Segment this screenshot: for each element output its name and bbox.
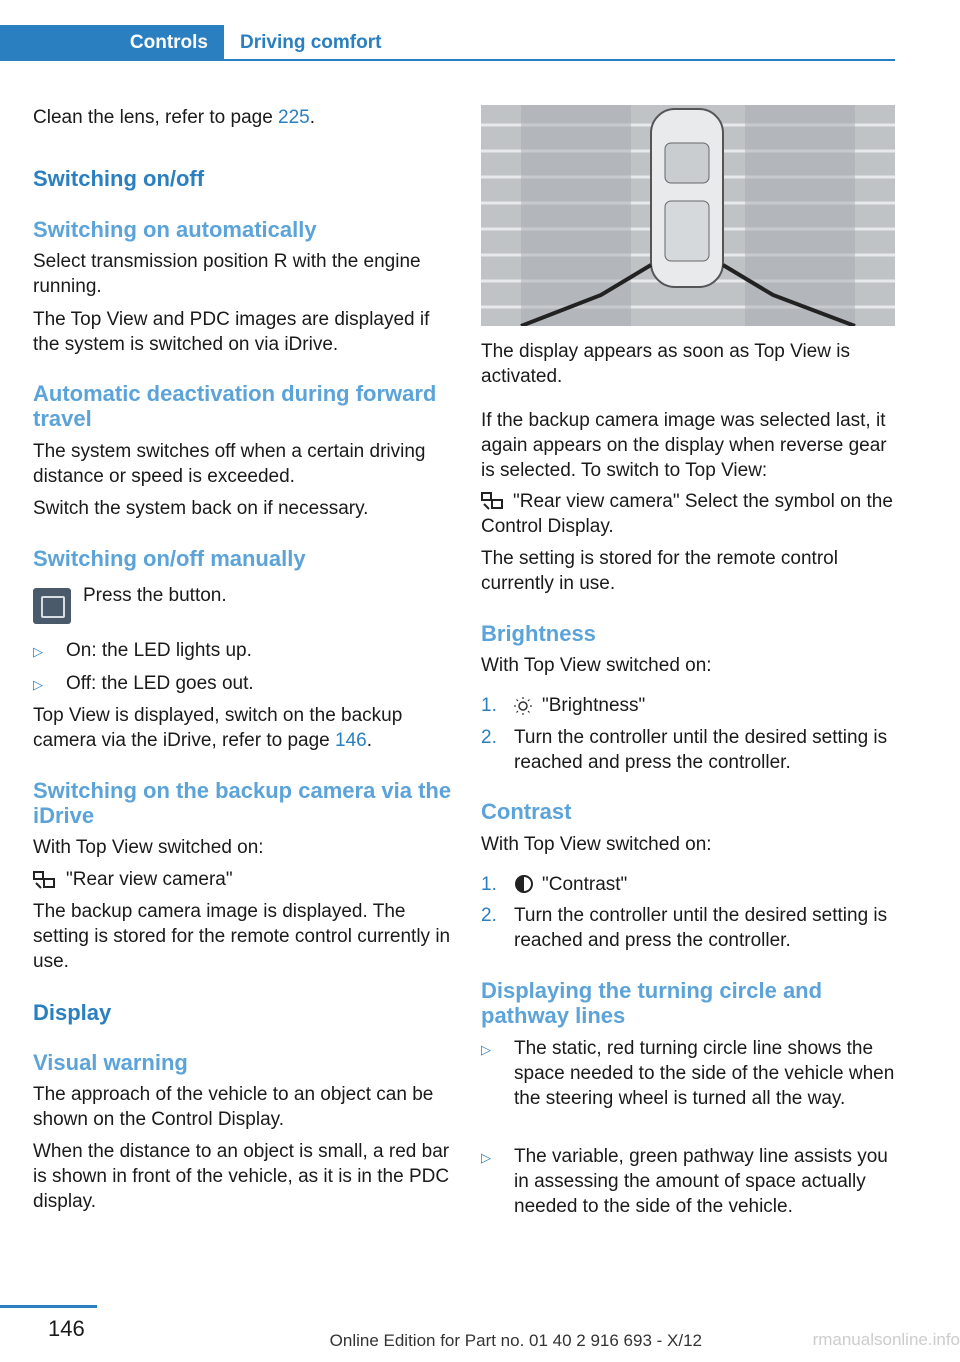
brightness-step-1-num: 1. xyxy=(481,695,497,716)
bullet-turning-1 xyxy=(481,1036,491,1062)
manual-p2-suffix: . xyxy=(366,730,373,751)
visual-text-1: The approach of the vehicle to an object can be shown on the Control Display. xyxy=(33,1084,434,1130)
backup-text-2: "Rear view camera" xyxy=(66,869,233,890)
brightness-icon xyxy=(513,696,533,716)
heading-auto-off: Automatic deactivation during forward travel xyxy=(33,381,437,431)
intro-suffix: . xyxy=(309,107,316,128)
auto-on-text-1: Select transmission position R with the engine running. xyxy=(33,251,421,297)
heading-visual: Visual warning xyxy=(33,1050,188,1075)
brightness-text: With Top View switched on: xyxy=(481,655,712,676)
backup-text-1: With Top View switched on: xyxy=(33,837,264,858)
backup-text-3: The backup camera image is displayed. The setting is stored for the remote control currently in use. xyxy=(33,901,451,972)
bullet-triangle-icon: ▷ xyxy=(481,1150,491,1165)
page-link-146[interactable]: 146 xyxy=(335,730,367,751)
contrast-icon xyxy=(514,874,534,894)
bullet-off-text: Off: the LED goes out. xyxy=(66,673,254,694)
bullet-off xyxy=(33,671,43,697)
bullet-triangle-icon: ▷ xyxy=(33,644,43,659)
heading-turning: Displaying the turning circle and pathway lines xyxy=(481,978,823,1028)
contrast-step-2-num: 2. xyxy=(481,905,497,926)
header-rule xyxy=(0,59,895,61)
auto-off-text-2: Switch the system back on if necessary. xyxy=(33,498,369,519)
page-number: 146 xyxy=(48,1316,85,1341)
visual-text-2: When the distance to an object is small, a red bar is shown in front of the vehicle, as it is in the PDC display. xyxy=(33,1141,450,1212)
contrast-step-1: "Contrast" xyxy=(542,874,628,895)
auto-off-text-1: The system switches off when a certain driving distance or speed is exceeded. xyxy=(33,441,426,487)
heading-contrast: Contrast xyxy=(481,799,572,824)
heading-manual: Switching on/off manually xyxy=(33,546,306,571)
bullet-triangle-icon: ▷ xyxy=(481,1042,491,1057)
contrast-text: With Top View switched on: xyxy=(481,834,712,855)
page-link-225[interactable]: 225 xyxy=(278,107,310,128)
display-text-1: The display appears as soon as Top View is activated. xyxy=(481,341,850,387)
display-text-4: The setting is stored for the remote control currently in use. xyxy=(481,548,838,594)
watermark: rmanualsonline.info xyxy=(812,1330,960,1349)
turning-bullet-1: The static, red turning circle line shows the space needed to the side of the vehicle when the steering wheel is turned all the way. xyxy=(514,1038,895,1109)
manual-text: Press the button. xyxy=(83,585,227,606)
heading-backup: Switching on the backup camera via the iDrive xyxy=(33,778,452,828)
brightness-step-2: Turn the controller until the desired setting is reached and press the controller. xyxy=(514,727,888,773)
pdc-button-icon xyxy=(33,588,71,624)
bullet-on xyxy=(33,638,43,664)
contrast-step-1-num: 1. xyxy=(481,874,497,895)
heading-display: Display xyxy=(33,1000,112,1025)
bullet-turning-2 xyxy=(481,1144,491,1170)
rear-view-camera-icon xyxy=(33,869,57,891)
bullet-on-text: On: the LED lights up. xyxy=(66,640,252,661)
tab-controls[interactable]: Controls xyxy=(0,25,224,61)
edition-text: Online Edition for Part no. 01 40 2 916 693 - X/12 xyxy=(329,1331,702,1350)
display-text-2: If the backup camera image was selected last, it again appears on the display when reverse gear is selected. To switch to Top View: xyxy=(481,410,887,481)
manual-text-2 xyxy=(33,703,453,753)
bullet-triangle-icon: ▷ xyxy=(33,677,43,692)
intro-prefix: Clean the lens, refer to page xyxy=(33,107,279,128)
display-text-3: "Rear view camera" Select the symbol on the Control Display. xyxy=(481,491,893,537)
brightness-step-2-num: 2. xyxy=(481,727,497,748)
heading-auto-on: Switching on automatically xyxy=(33,217,317,242)
top-view-image xyxy=(481,105,895,326)
brightness-step-1: "Brightness" xyxy=(542,695,646,716)
heading-brightness: Brightness xyxy=(481,621,596,646)
auto-on-text-2: The Top View and PDC images are displayed if the system is switched on via iDrive. xyxy=(33,309,430,355)
tab-driving-comfort[interactable]: Driving comfort xyxy=(240,32,382,53)
manual-p2-prefix: Top View is displayed, switch on the backup camera via the iDrive, refer to page xyxy=(33,705,403,751)
contrast-step-2: Turn the controller until the desired setting is reached and press the controller. xyxy=(514,905,888,951)
turning-bullet-2: The variable, green pathway line assists you in assessing the amount of space actually needed to the side of the vehicle. xyxy=(514,1146,888,1217)
heading-switching: Switching on/off xyxy=(33,166,205,191)
intro-text xyxy=(33,105,453,130)
footer-rule xyxy=(0,1305,97,1308)
